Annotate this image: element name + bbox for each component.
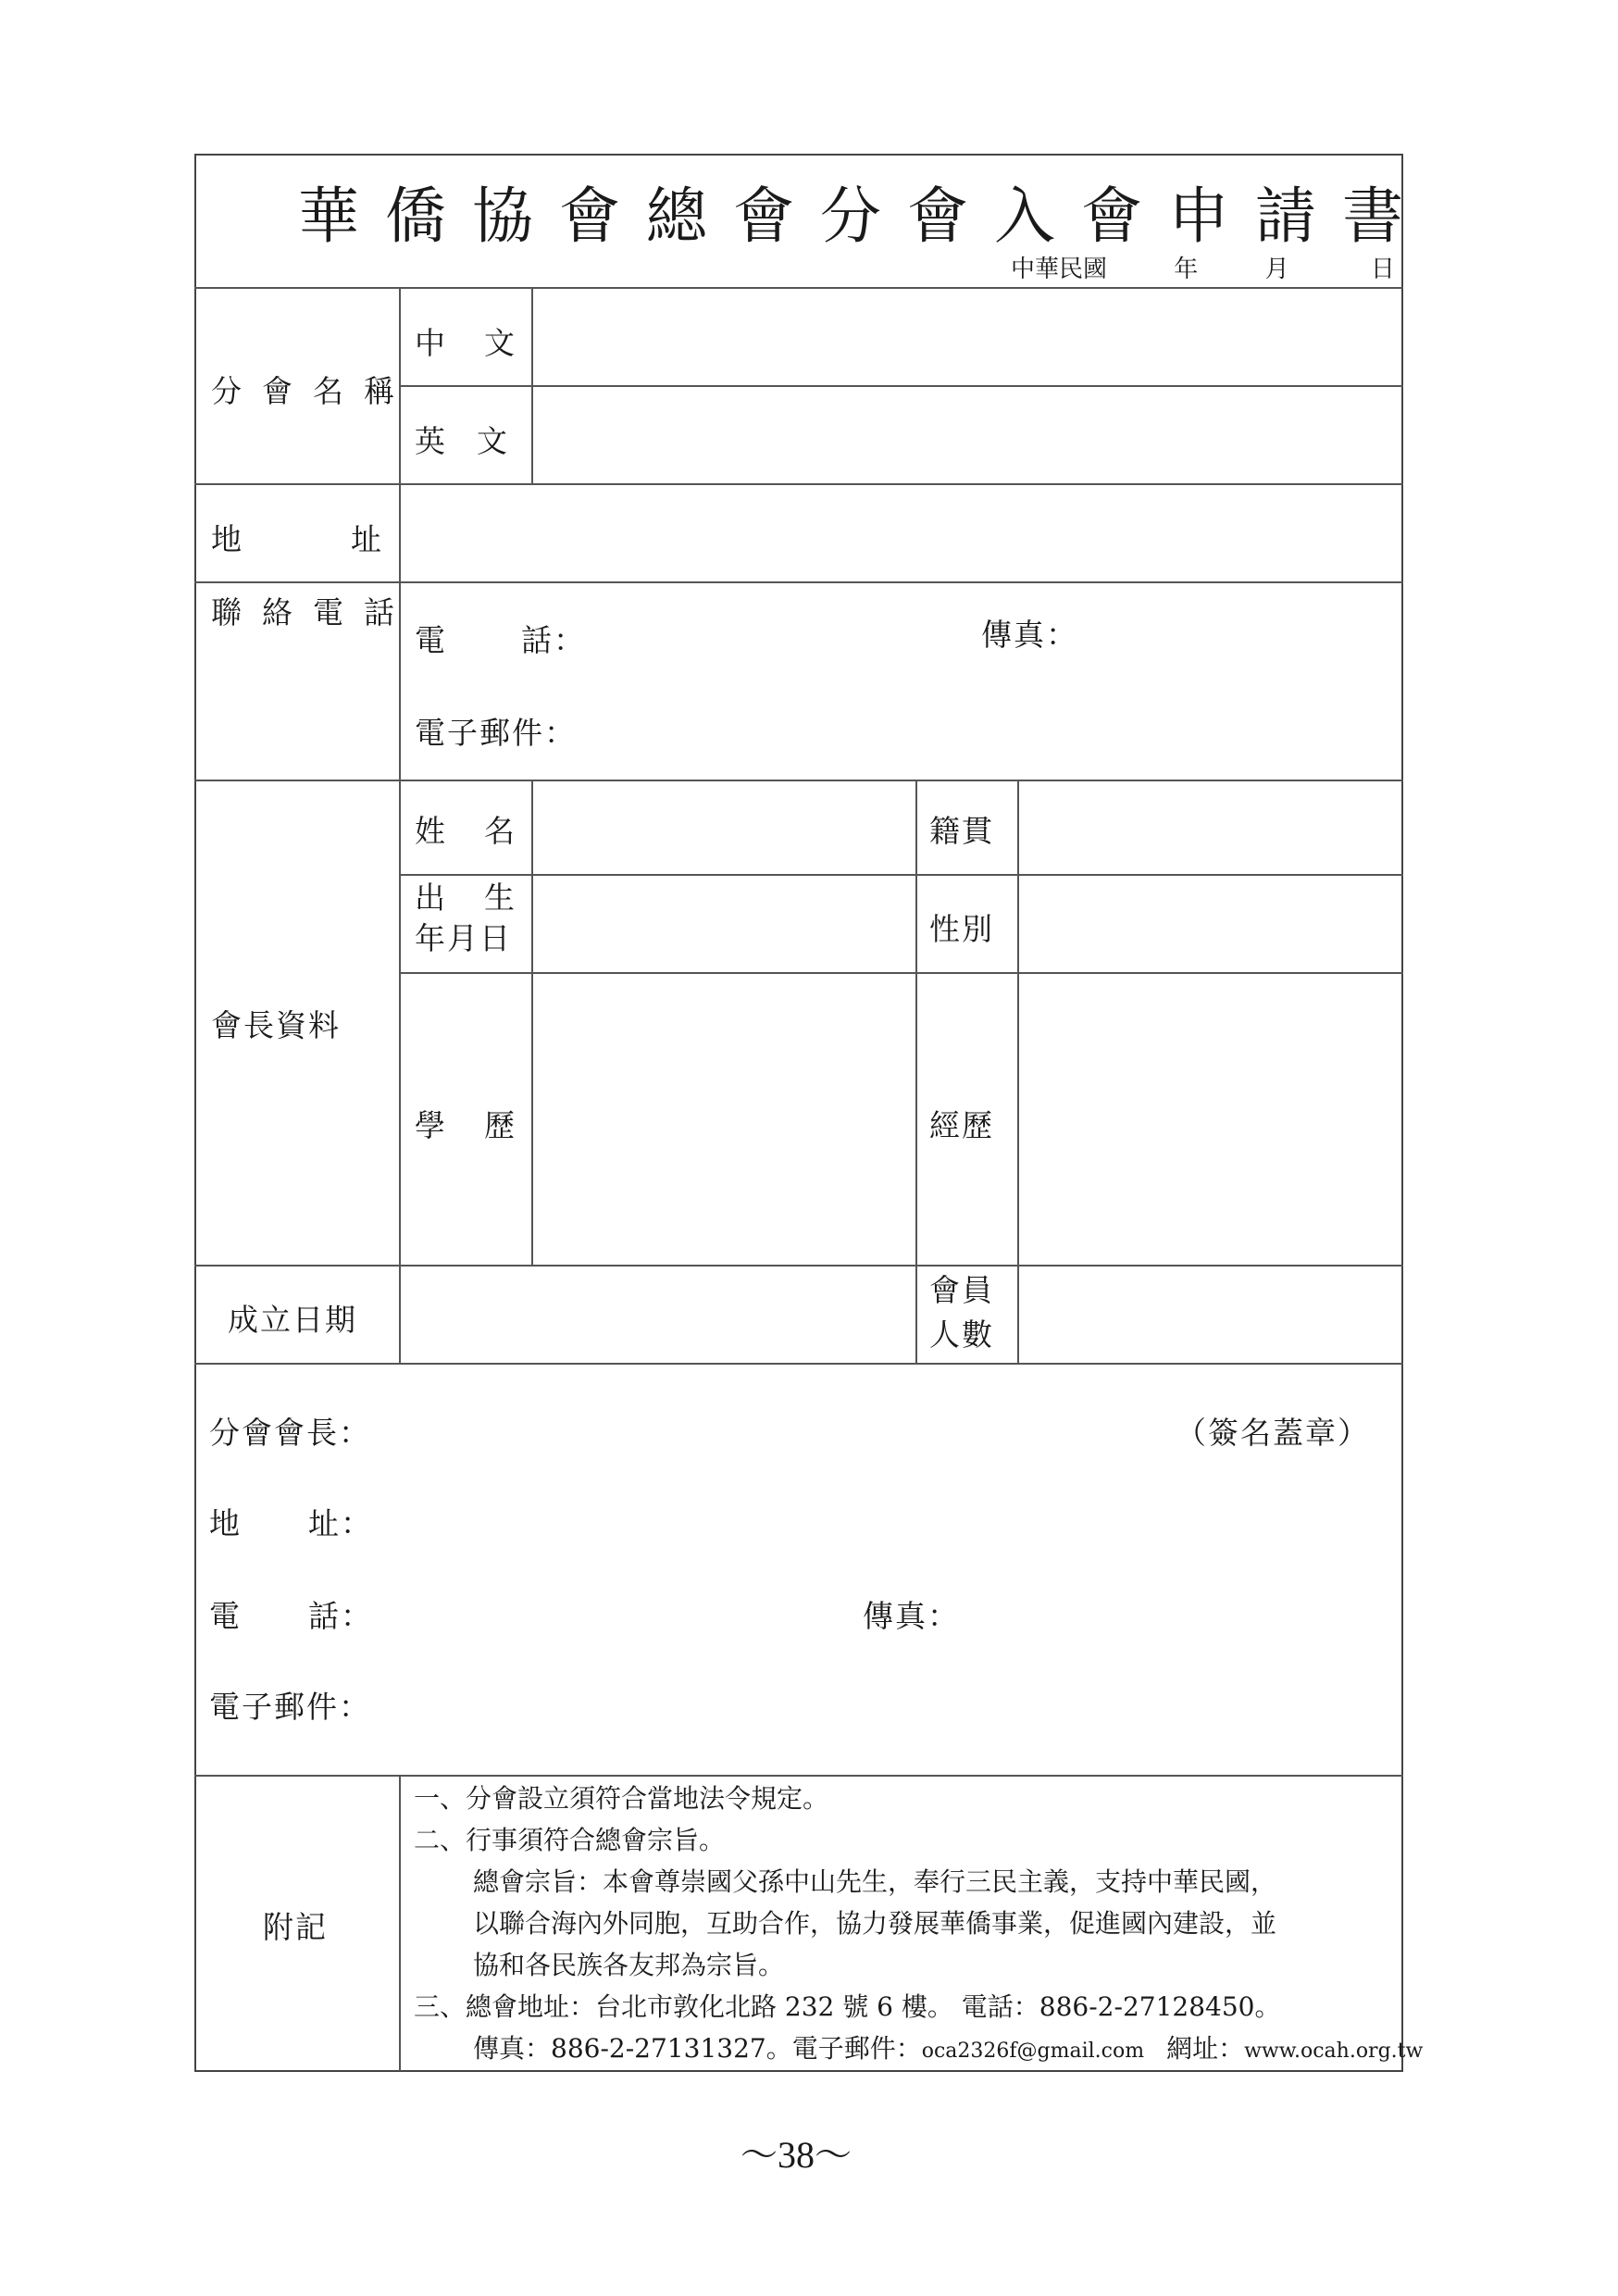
row-divider bbox=[399, 972, 1403, 974]
hometown-input[interactable] bbox=[1032, 796, 1392, 863]
sign-address-input[interactable] bbox=[370, 1494, 1383, 1547]
contact-email-label: 電子郵件： bbox=[415, 715, 577, 751]
address-input[interactable] bbox=[415, 500, 1381, 567]
english-name-label: 英文 bbox=[415, 423, 539, 459]
form-title: 華僑協會總會分會入會申請書 bbox=[298, 181, 1429, 252]
president-section-label: 會長資料 bbox=[211, 1007, 341, 1043]
education-input[interactable] bbox=[546, 986, 906, 1254]
contact-fax-input[interactable] bbox=[1083, 611, 1383, 659]
date-era: 中華民國 bbox=[1011, 256, 1108, 283]
address-label: 地 址 bbox=[211, 521, 383, 557]
chinese-name-input[interactable] bbox=[546, 306, 1383, 372]
member-count-label: 會員 人數 bbox=[929, 1272, 994, 1353]
row-divider bbox=[194, 287, 1403, 289]
row-divider bbox=[399, 385, 1403, 387]
branch-name-label: 分會名稱 bbox=[211, 373, 415, 409]
notes-label: 附記 bbox=[263, 1909, 328, 1945]
website-text: www.ocah.org.tw bbox=[1244, 2040, 1424, 2063]
chinese-name-label: 中 文 bbox=[415, 325, 517, 361]
education-label: 學 歷 bbox=[415, 1107, 517, 1143]
row-divider bbox=[399, 874, 1403, 876]
sign-note: （簽名蓋章） bbox=[1176, 1415, 1370, 1451]
sign-fax-label: 傳真： bbox=[863, 1598, 960, 1634]
establishment-date-input[interactable] bbox=[415, 1282, 904, 1349]
experience-label: 經歷 bbox=[929, 1107, 994, 1143]
contact-email-input[interactable] bbox=[592, 705, 1383, 754]
hometown-label: 籍貫 bbox=[929, 813, 994, 849]
name-label: 姓 名 bbox=[415, 813, 517, 849]
col-divider bbox=[1017, 780, 1019, 1363]
contact-phone-input[interactable] bbox=[574, 611, 948, 659]
date-month: 月 bbox=[1264, 256, 1289, 283]
col-divider bbox=[399, 288, 401, 780]
date-line bbox=[1011, 250, 1395, 284]
note-line: 以聯合海內外同胞，互助合作，協力發展華僑事業，促進國內建設，並 bbox=[473, 1908, 1277, 1939]
birth-date-label: 出 生 年月日 bbox=[415, 880, 517, 956]
contact-label: 聯絡電話 bbox=[211, 594, 415, 630]
note-line: 二、行事須符合總會宗旨。 bbox=[414, 1825, 726, 1855]
contact-phone-label: 電 話： bbox=[415, 622, 586, 658]
name-input[interactable] bbox=[546, 796, 906, 863]
date-day: 日 bbox=[1370, 256, 1395, 283]
row-divider bbox=[194, 1265, 1403, 1267]
gender-input[interactable] bbox=[1032, 891, 1392, 957]
sign-email-input[interactable] bbox=[389, 1678, 1383, 1730]
col-divider bbox=[531, 780, 533, 1265]
member-count-input[interactable] bbox=[1032, 1282, 1392, 1349]
english-name-input[interactable] bbox=[546, 404, 1383, 470]
row-divider bbox=[194, 1775, 1403, 1777]
sign-email-label: 電子郵件： bbox=[209, 1689, 371, 1725]
note-line: 協和各民族各友邦為宗旨。 bbox=[473, 1950, 785, 1980]
sign-fax-input[interactable] bbox=[963, 1587, 1383, 1640]
note-line: 一、分會設立須符合當地法令規定。 bbox=[414, 1783, 829, 1814]
note-line: 總會宗旨：本會尊崇國父孫中山先生，奉行三民主義，支持中華民國， bbox=[473, 1866, 1277, 1897]
page-number: ～38～ bbox=[741, 2134, 852, 2176]
row-divider bbox=[194, 1363, 1403, 1365]
notes-content bbox=[414, 1778, 1423, 2072]
sign-phone-input[interactable] bbox=[370, 1587, 837, 1640]
sign-phone-label: 電 話： bbox=[209, 1598, 373, 1634]
experience-input[interactable] bbox=[1032, 986, 1392, 1254]
note-line: 三、總會地址：台北市敦化北路 232 號 6 樓。 電話：886-2-27128450。 bbox=[414, 1991, 1281, 2022]
sign-address-label: 地 址： bbox=[209, 1505, 373, 1541]
row-divider bbox=[194, 780, 1403, 781]
birth-date-input[interactable] bbox=[546, 891, 906, 957]
sign-president-label: 分會會長： bbox=[209, 1415, 371, 1451]
row-divider bbox=[194, 581, 1403, 583]
establishment-date-label: 成立日期 bbox=[228, 1302, 357, 1338]
col-divider bbox=[399, 780, 401, 1363]
note-line: 傳真：886-2-27131327。電子郵件：oca2326f@gmail.com 網址：www.ocah.org.tw bbox=[473, 2033, 1424, 2064]
contact-fax-label: 傳真： bbox=[981, 617, 1078, 653]
col-divider bbox=[915, 780, 917, 1363]
gender-label: 性別 bbox=[929, 911, 994, 947]
date-year: 年 bbox=[1174, 256, 1199, 283]
email-text: oca2326f@gmail.com bbox=[921, 2040, 1145, 2063]
sign-president-input[interactable] bbox=[370, 1403, 1151, 1455]
row-divider bbox=[194, 483, 1403, 485]
col-divider bbox=[399, 1775, 401, 2071]
